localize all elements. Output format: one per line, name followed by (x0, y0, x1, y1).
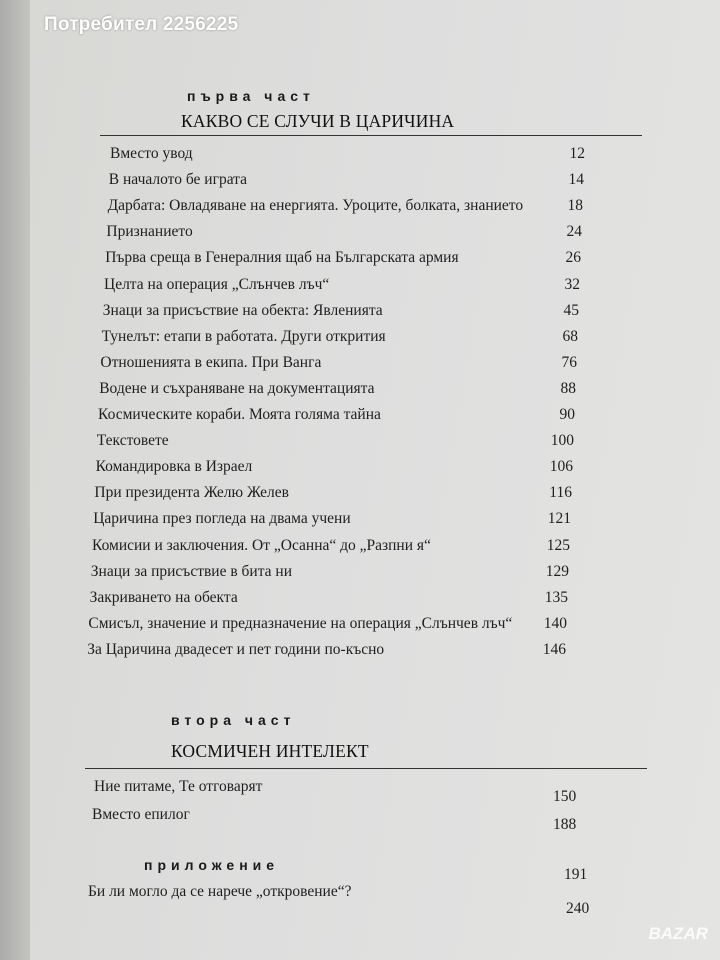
toc-entry-page: 140 (543, 614, 567, 632)
toc-entry-title: Смисъл, значение и предназначение на операция „Слънчев лъч“ (88, 614, 513, 632)
toc-entry-page: 68 (562, 327, 578, 345)
toc-entry-title: При президента Желю Желев (94, 484, 289, 502)
toc-entry-title: Знаци за присъствие в бита ни (90, 562, 293, 580)
toc-entry (103, 302, 579, 320)
toc-entry-page: 26 (565, 249, 581, 267)
toc-entry (94, 484, 572, 502)
toc-entry-title: Космическите кораби. Моята голяма тайна (98, 406, 381, 423)
toc-entry-title: Знаци за присъствие на обекта: Явленията (102, 301, 383, 319)
toc-entry-title: Дарбата: Овладяване на енергията. Уроците, болката, знанието (107, 197, 524, 215)
toc-entry-title: Признанието (106, 223, 193, 241)
book-page (30, 0, 720, 960)
toc-entry (105, 249, 581, 267)
appendix-page: 191 (564, 866, 588, 883)
toc-entry-page: 135 (544, 588, 568, 606)
toc-entry-page: 116 (549, 484, 572, 502)
toc-entry-page: 106 (549, 458, 573, 476)
toc-entry (91, 563, 569, 581)
appendix-entry-title: Би ли могло да се нарече „откровение“? (88, 883, 352, 900)
toc-entry-page: 125 (546, 536, 570, 554)
toc-entry (98, 406, 575, 424)
toc-entry-page: 18 (567, 197, 583, 215)
toc-entry-title: Вместо епилог (92, 806, 190, 823)
toc-entry-page: 88 (560, 379, 576, 397)
toc-entry-page: 12 (569, 145, 585, 162)
toc-entry (97, 432, 574, 450)
toc-entry-title: Вместо увод (110, 145, 193, 162)
toc-entry-title: Тунелът: етапи в работата. Други открития (101, 327, 386, 345)
part1-title: КАКВО СЕ СЛУЧИ В ЦАРИЧИНА (181, 111, 455, 131)
toc-entry (90, 589, 568, 607)
toc-entry (104, 276, 580, 294)
toc-entry-title: Закриването на обекта (89, 588, 238, 606)
part2-title: КОСМИЧЕН ИНТЕЛЕКТ (171, 741, 369, 761)
part1-label: първа част (187, 88, 315, 104)
toc-entry-title: Царичина през погледа на двама учени (93, 510, 351, 528)
toc-entry-title: Командировка в Израел (95, 458, 253, 476)
toc-entry-title: Ние питаме, Те отговарят (94, 778, 263, 795)
toc-entry-title: Отношенията в екипа. При Ванга (100, 353, 322, 371)
appendix-entry-page: 240 (566, 900, 590, 917)
toc-entry (100, 354, 577, 372)
toc-entry (99, 380, 576, 398)
toc-entry (96, 458, 573, 476)
toc-entry-page: 100 (550, 432, 574, 450)
toc-entry (109, 171, 584, 189)
part2-rule (85, 768, 647, 769)
toc-entry (110, 145, 585, 163)
toc-entry-title: Водене и съхраняване на документацията (99, 379, 375, 397)
toc-entry-page: 150 (553, 788, 577, 805)
toc-entry-page: 188 (553, 816, 577, 833)
book-gutter (0, 0, 30, 960)
toc-entry-page: 24 (566, 223, 582, 241)
toc-entry-page: 146 (542, 640, 566, 658)
toc-entry-title: Текстовете (96, 432, 169, 450)
part2-label: втора част (171, 712, 296, 728)
toc-entry (92, 537, 570, 555)
appendix-label: приложение (144, 857, 280, 873)
part1-rule (100, 135, 642, 136)
toc-entry-title: Комисии и заключения. От „Осанна“ до „Разпни я“ (92, 536, 431, 554)
toc-entry-page: 32 (564, 275, 580, 293)
toc-entry (108, 197, 583, 215)
toc-entry-page: 45 (563, 301, 579, 319)
toc-entry (88, 615, 567, 633)
toc-entry-title: За Царичина двадесет и пет години по-късно (87, 640, 385, 658)
toc-entry (102, 328, 578, 346)
toc-entry-page: 76 (561, 353, 577, 371)
toc-entry-page: 14 (568, 171, 584, 189)
user-watermark: Потребител 2256225 (44, 14, 239, 35)
toc-entry-title: Целта на операция „Слънчев лъч“ (104, 275, 330, 293)
toc-entry-page: 121 (547, 510, 571, 528)
toc-entry (93, 510, 571, 528)
toc-entry-title: Първа среща в Генералния щаб на Българската армия (105, 249, 459, 267)
toc-entry (87, 641, 566, 659)
toc-entry-title: В началото бе играта (108, 171, 248, 189)
toc-entry-page: 129 (545, 562, 569, 580)
toc-entry (106, 223, 582, 241)
bazar-logo: BAZAR (648, 924, 708, 943)
toc-entry-page: 90 (559, 406, 575, 423)
